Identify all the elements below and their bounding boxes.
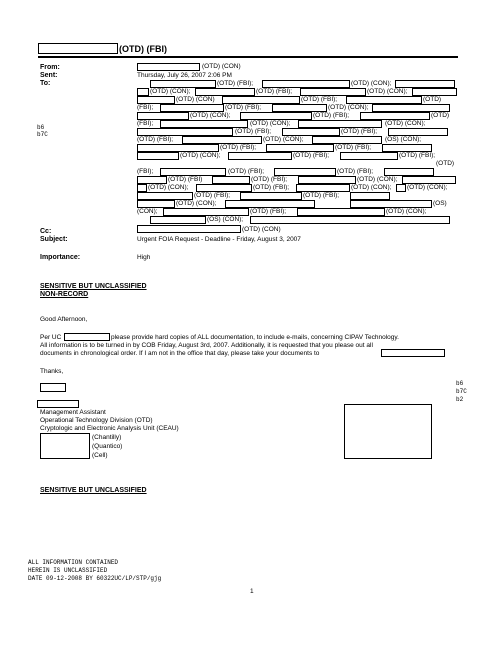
redaction-box: [225, 200, 315, 208]
redaction-box: [137, 184, 147, 192]
exemption-code: b7C: [456, 388, 467, 395]
recipient-entry: (FBI);: [137, 168, 154, 175]
recipient-entry: (OTD) (FBI);: [335, 144, 372, 151]
signature-unit: Cryptologic and Electronic Analysis Unit (CEAU): [40, 425, 179, 432]
recipient-entry: (OTD) (CON);: [148, 184, 189, 191]
recipient-entry: (OTD) (FBI);: [250, 208, 287, 215]
redaction-box: [163, 208, 249, 216]
recipient-entry: (OTD) (FBI);: [137, 136, 174, 143]
exemption-code: b6: [37, 124, 45, 131]
phone-label: (Chantilly): [92, 434, 122, 441]
recipient-entry: (OTD) (CON);: [250, 120, 291, 127]
body-line-1a: Per UC: [40, 334, 62, 341]
redaction-box: [137, 200, 175, 208]
recipient-entry: (OTD) (CON);: [351, 184, 392, 191]
redaction-box: [222, 96, 300, 104]
recipient-entry: (OS) (CON);: [385, 136, 422, 143]
recipient-entry: (FBI);: [137, 104, 154, 111]
recipient-entry: (OTD) (CON);: [386, 208, 427, 215]
recipient-entry: (OTD) (CON);: [328, 104, 369, 111]
recipient-entry: (OTD) (FBI);: [253, 184, 290, 191]
recipient-entry: (OTD) (FBI);: [399, 152, 436, 159]
redaction-box: [38, 43, 118, 54]
redaction-box: [266, 144, 334, 152]
exemption-code: b2: [456, 396, 464, 403]
recipient-entry: (OTD) (FBI);: [337, 168, 374, 175]
sent-value: Thursday, July 26, 2007 2:06 PM: [137, 72, 232, 79]
to-label: To:: [40, 80, 51, 87]
redaction-box: [274, 168, 336, 176]
redaction-box: [297, 208, 385, 216]
redaction-box: [395, 80, 455, 88]
exemption-code: b6: [456, 380, 464, 387]
redaction-box: [262, 80, 350, 88]
redaction-box: [412, 88, 457, 96]
redaction-box: [150, 216, 206, 224]
redaction-box: [160, 168, 226, 176]
declassification-stamp: ALL INFORMATION CONTAINED: [28, 559, 119, 566]
redaction-box: [250, 216, 450, 224]
redaction-box: [360, 112, 430, 120]
recipient-entry: (OTD) (FBI);: [220, 144, 257, 151]
recipient-entry: (OTD) (CON);: [180, 152, 221, 159]
declassification-stamp: HEREIN IS UNCLASSIFIED: [28, 567, 108, 574]
exemption-code: b7C: [37, 131, 48, 138]
redaction-box: [298, 176, 356, 184]
recipient-entry: (OS): [433, 200, 447, 207]
redaction-box: [382, 144, 432, 152]
recipient-entry: (OTD) (CON);: [385, 120, 426, 127]
recipient-entry: (OTD) (CON);: [176, 200, 217, 207]
subject-label: Subject:: [40, 236, 68, 243]
redaction-box: [296, 184, 350, 192]
redaction-box: [64, 333, 110, 341]
phone-label: (Quantico): [92, 443, 123, 450]
recipient-entry: (OTD) (CON);: [407, 184, 448, 191]
redaction-box: [402, 176, 456, 184]
redaction-box: [282, 128, 340, 136]
recipient-entry: (OTD) (CON): [176, 96, 215, 103]
recipient-entry: (OTD) (FBI);: [313, 112, 350, 119]
recipient-entry: (OTD) (FBI);: [293, 152, 330, 159]
redaction-box: [240, 192, 302, 200]
recipient-entry: (OTD) (FBI);: [235, 128, 272, 135]
redaction-box: [381, 349, 445, 357]
classification-marking-bottom: SENSITIVE BUT UNCLASSIFIED: [40, 487, 147, 494]
signature-division: Operational Technology Division (OTD): [40, 417, 153, 424]
record-marking: NON-RECORD: [40, 291, 89, 298]
recipient-entry: (OTD) (FBI);: [251, 176, 288, 183]
redaction-box: [240, 112, 312, 120]
redaction-box: [298, 120, 382, 128]
recipient-entry: (CON);: [137, 208, 158, 215]
redaction-box: [40, 383, 66, 392]
redaction-box: [137, 176, 167, 184]
declassification-stamp: DATE 09-12-2008 BY 60322UC/LP/STP/gjg: [28, 575, 162, 582]
redaction-box: [137, 128, 233, 136]
redaction-box: [340, 152, 398, 160]
redaction-box: [350, 192, 390, 200]
sent-label: Sent:: [40, 72, 58, 79]
body-line-2: All information is to be turned in by COB Friday, August 3rd, 2007. Additionally, it is requested that you please out all: [40, 342, 373, 349]
signature-role: Management Assistant: [40, 409, 106, 416]
recipient-entry: (OTD): [423, 96, 442, 103]
redaction-box: [137, 152, 179, 160]
recipient-entry: (OTD) (FBI);: [256, 88, 293, 95]
recipient-entry: (FBI);: [137, 120, 154, 127]
recipient-entry: (OTD): [431, 112, 450, 119]
recipient-entry: (OTD) (FBI): [168, 176, 203, 183]
redaction-box: [272, 104, 327, 112]
redaction-box: [137, 63, 200, 71]
recipient-entry: (OTD) (FBI);: [301, 96, 338, 103]
recipient-entry: (OS) (CON);: [207, 216, 244, 223]
redaction-box: [137, 88, 149, 96]
recipient-entry: (OTD) (FBI);: [228, 168, 265, 175]
redaction-box: [137, 192, 193, 200]
recipient-entry: (OTD) (CON);: [357, 176, 398, 183]
redaction-box: [196, 184, 252, 192]
recipient-entry: (OTD): [436, 160, 455, 167]
redaction-box: [160, 120, 248, 128]
recipient-entry: (OTD) (FBI);: [217, 80, 254, 87]
importance-label: Importance:: [40, 254, 81, 261]
recipient-entry: (OTD) (FBI);: [225, 104, 262, 111]
redaction-box: [396, 184, 406, 192]
from-label: From:: [40, 64, 60, 71]
page-number: 1: [250, 588, 254, 595]
subject-value: Urgent FOIA Request - Deadline - Friday, August 3, 2007: [137, 236, 301, 243]
redaction-box: [150, 80, 216, 88]
cc-value: (OTD) (CON): [242, 226, 281, 233]
recipient-entry: (OTD) (FBI);: [303, 192, 340, 199]
redaction-box: [372, 104, 450, 112]
redaction-box: [137, 96, 175, 104]
recipient-entry: (OTD) (CON);: [351, 80, 392, 87]
greeting: Good Afternoon,: [40, 316, 88, 323]
header-rule: [38, 56, 458, 58]
classification-marking: SENSITIVE BUT UNCLASSIFIED: [40, 283, 147, 290]
email-header-title: (OTD) (FBI): [119, 44, 167, 54]
body-line-1b: please provide hard copies of ALL documentation, to include e-mails, concerning CIPAV Technology.: [111, 334, 399, 341]
recipient-entry: (OTD) (CON);: [263, 136, 304, 143]
redaction-box: [384, 168, 434, 176]
redaction-box: [344, 404, 432, 459]
redaction-box: [40, 433, 90, 459]
cc-label: Cc:: [40, 228, 52, 235]
redaction-box: [346, 96, 422, 104]
recipient-entry: (OTD) (CON);: [190, 112, 231, 119]
phone-label: (Cell): [92, 452, 108, 459]
recipient-entry: (OTD) (CON);: [150, 88, 191, 95]
redaction-box: [137, 225, 241, 233]
redaction-box: [388, 128, 448, 136]
importance-value: High: [137, 254, 151, 261]
thanks: Thanks,: [40, 368, 64, 375]
redaction-box: [195, 88, 255, 96]
from-value: (OTD) (CON): [202, 63, 241, 70]
recipient-entry: (OTD) (FBI);: [194, 192, 231, 199]
redaction-box: [137, 144, 219, 152]
redaction-box: [312, 136, 382, 144]
body-line-3: documents in chronological order. If I am not in the office that day, please take your documents to: [40, 350, 320, 357]
redaction-box: [182, 136, 262, 144]
recipient-entry: (OTD) (CON);: [367, 88, 408, 95]
redaction-box: [212, 176, 250, 184]
redaction-box: [137, 112, 189, 120]
redaction-box: [160, 104, 224, 112]
redaction-box: [300, 88, 366, 96]
redaction-box: [37, 400, 79, 408]
redaction-box: [350, 200, 432, 208]
recipient-entry: (OTD) (FBI);: [341, 128, 378, 135]
redaction-box: [228, 152, 292, 160]
